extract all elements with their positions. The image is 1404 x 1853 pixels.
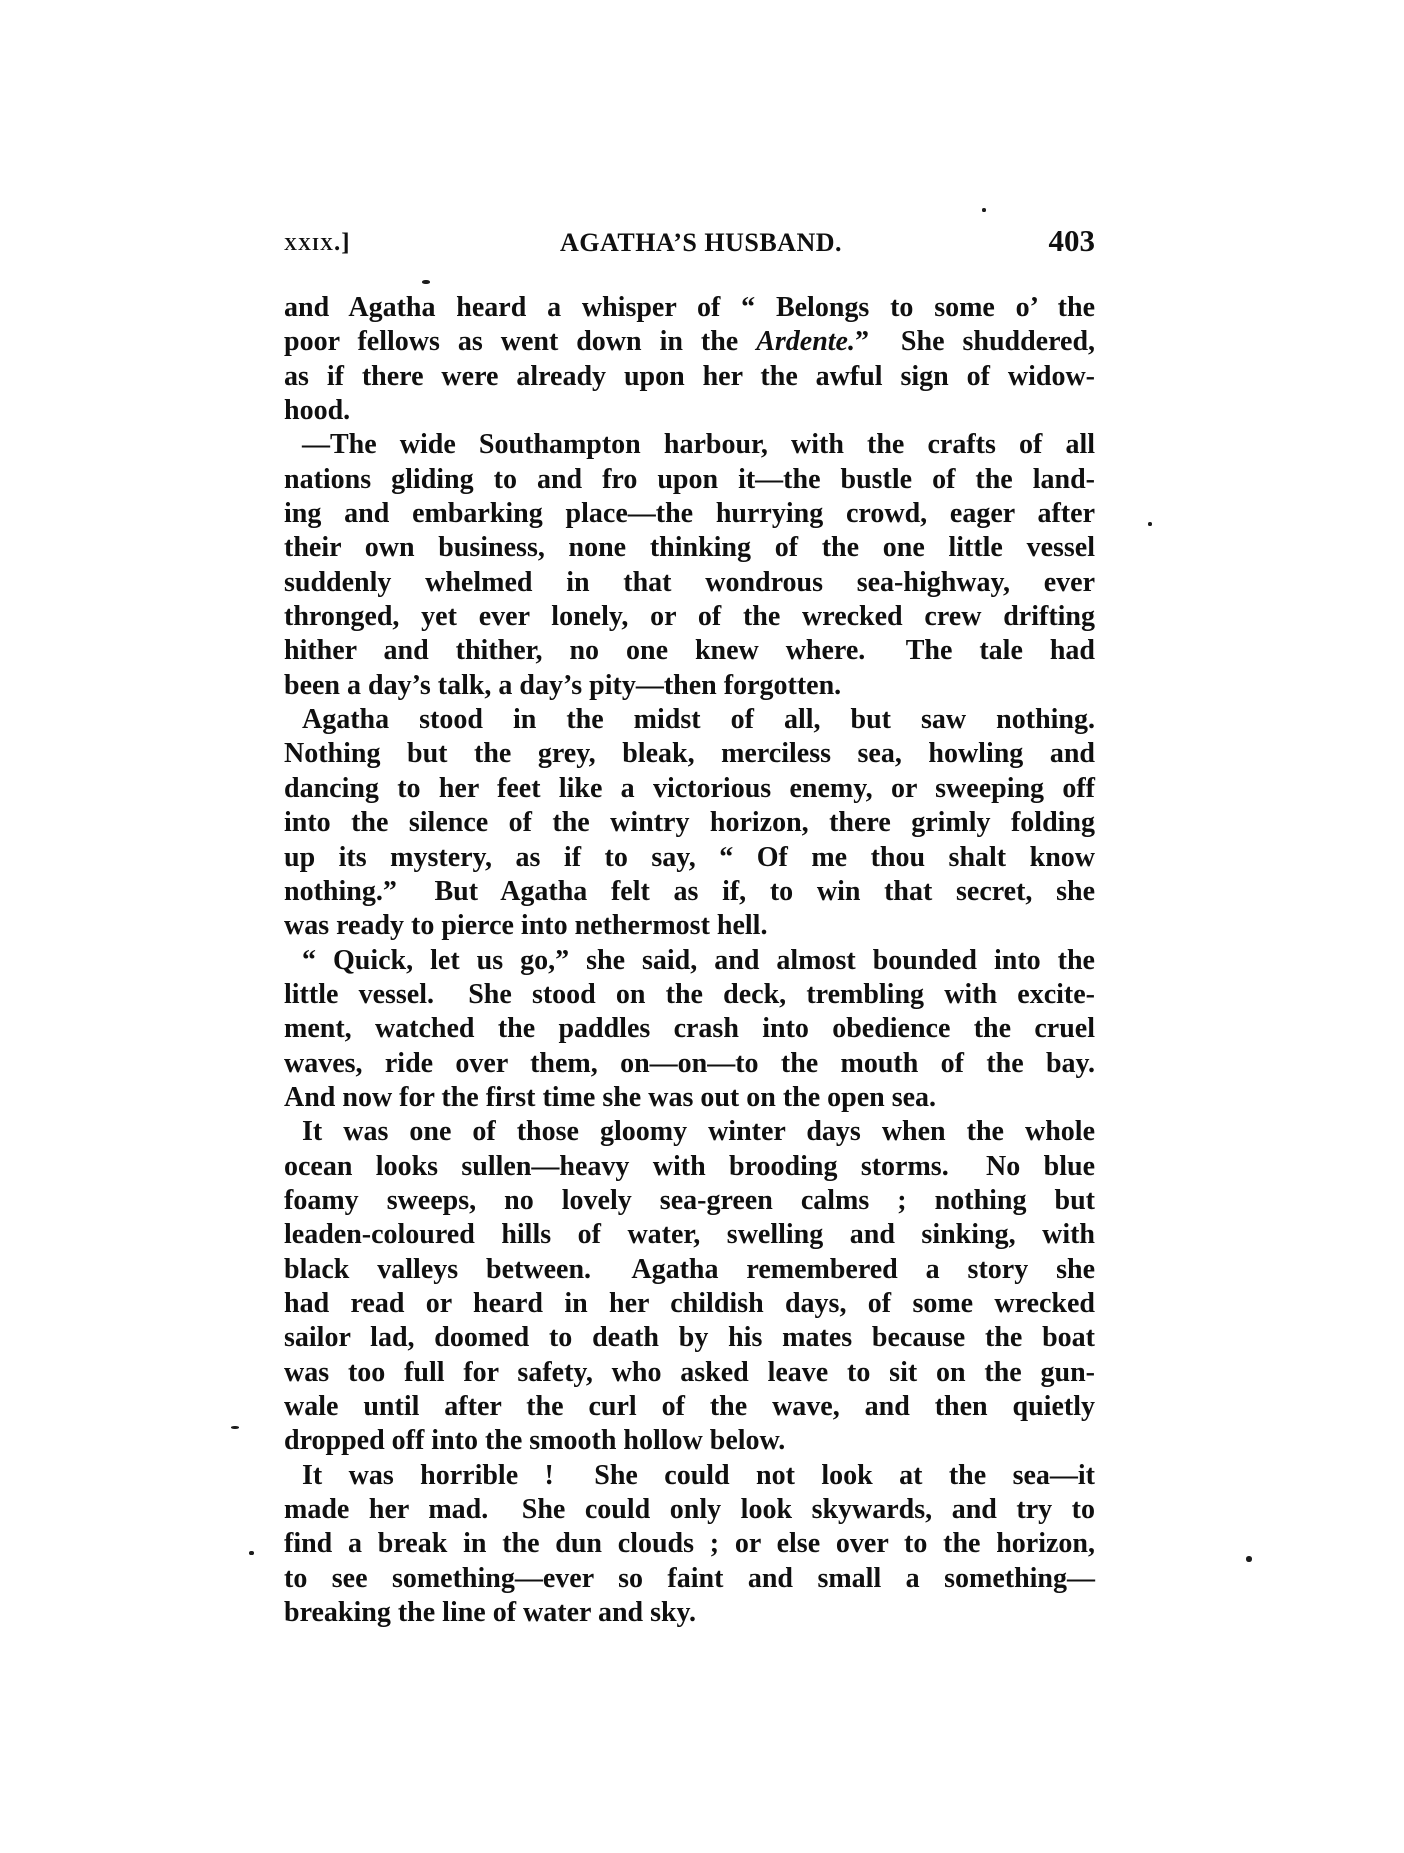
page-header [284, 223, 1095, 259]
text-line: ing and embarking place—the hurrying crowd, eager after [284, 498, 1095, 530]
text-line: foamy sweeps, no lovely sea-green calms ; nothing but [284, 1184, 1095, 1216]
text-line: little vessel. She stood on the deck, trembling with excite- [284, 978, 1095, 1010]
text-line: It was one of those gloomy winter days when the whole [302, 1116, 1095, 1148]
text-line: ocean looks sullen—heavy with brooding storms. No blue [284, 1150, 1095, 1182]
text-line: black valleys between. Agatha remembered a story she [284, 1253, 1095, 1285]
scan-speck [422, 280, 430, 284]
scan-speck [1246, 1556, 1252, 1562]
text-line: poor fellows as went down in the Ardente.” She shuddered, [284, 326, 1096, 358]
text-line: breaking the line of water and sky. [284, 1597, 697, 1629]
text-line: their own business, none thinking of the one little vessel [284, 532, 1095, 564]
text-line: Nothing but the grey, bleak, merciless sea, howling and [284, 738, 1095, 770]
text-line: and Agatha heard a whisper of “ Belongs to some o’ the [284, 292, 1095, 323]
chapter-marker: xxix.] [284, 229, 351, 256]
text-line: And now for the first time she was out on the open sea. [284, 1081, 937, 1113]
scan-speck [982, 208, 986, 212]
page-number: 403 [1048, 223, 1095, 258]
text-line: suddenly whelmed in that wondrous sea-highway, ever [284, 566, 1095, 598]
text-line: made her mad. She could only look skywards, and try to [284, 1494, 1095, 1526]
text-line: sailor lad, doomed to death by his mates because the boat [284, 1322, 1095, 1354]
text-line: hither and thither, no one knew where. The tale had [284, 635, 1095, 667]
text-line: to see something—ever so faint and small a something— [284, 1562, 1095, 1594]
text-line: hood. [284, 395, 351, 427]
text-line: into the silence of the wintry horizon, there grimly folding [284, 807, 1095, 839]
text-line: waves, ride over them, on—on—to the mouth of the bay. [284, 1047, 1095, 1079]
scan-speck [1148, 522, 1152, 526]
body-text [284, 291, 1095, 1630]
text-line: nations gliding to and fro upon it—the bustle of the land- [284, 463, 1095, 495]
text-line: as if there were already upon her the awful sign of widow- [284, 360, 1095, 392]
text-line: was too full for safety, who asked leave to sit on the gun- [284, 1356, 1095, 1388]
text-line: had read or heard in her childish days, of some wrecked [284, 1287, 1095, 1319]
text-line: thronged, yet ever lonely, or of the wrecked crew drifting [284, 601, 1095, 633]
text-line: dancing to her feet like a victorious enemy, or sweeping off [284, 772, 1095, 804]
text-line: was ready to pierce into nethermost hell. [284, 910, 768, 942]
scan-speck [231, 1426, 239, 1429]
text-line: find a break in the dun clouds ; or else over to the horizon, [284, 1528, 1095, 1560]
text-line: “ Quick, let us go,” she said, and almost bounded into the [302, 944, 1095, 976]
text-line: Agatha stood in the midst of all, but saw nothing. [302, 704, 1095, 736]
text-line: wale until after the curl of the wave, and then quietly [284, 1391, 1095, 1422]
text-line: ment, watched the paddles crash into obedience the cruel [284, 1013, 1095, 1045]
text-line: up its mystery, as if to say, “ Of me thou shalt know [284, 841, 1095, 873]
scan-speck [249, 1551, 254, 1555]
text-line: leaden-coloured hills of water, swelling and sinking, with [284, 1219, 1095, 1251]
text-line: nothing.” But Agatha felt as if, to win that secret, she [284, 875, 1095, 907]
text-line: been a day’s talk, a day’s pity—then forgotten. [284, 669, 842, 701]
text-line: —The wide Southampton harbour, with the crafts of all [302, 429, 1095, 461]
running-title: AGATHA’S HUSBAND. [560, 228, 843, 257]
text-line: It was horrible ! She could not look at the sea—it [302, 1459, 1095, 1491]
text-line: dropped off into the smooth hollow below. [284, 1425, 786, 1457]
